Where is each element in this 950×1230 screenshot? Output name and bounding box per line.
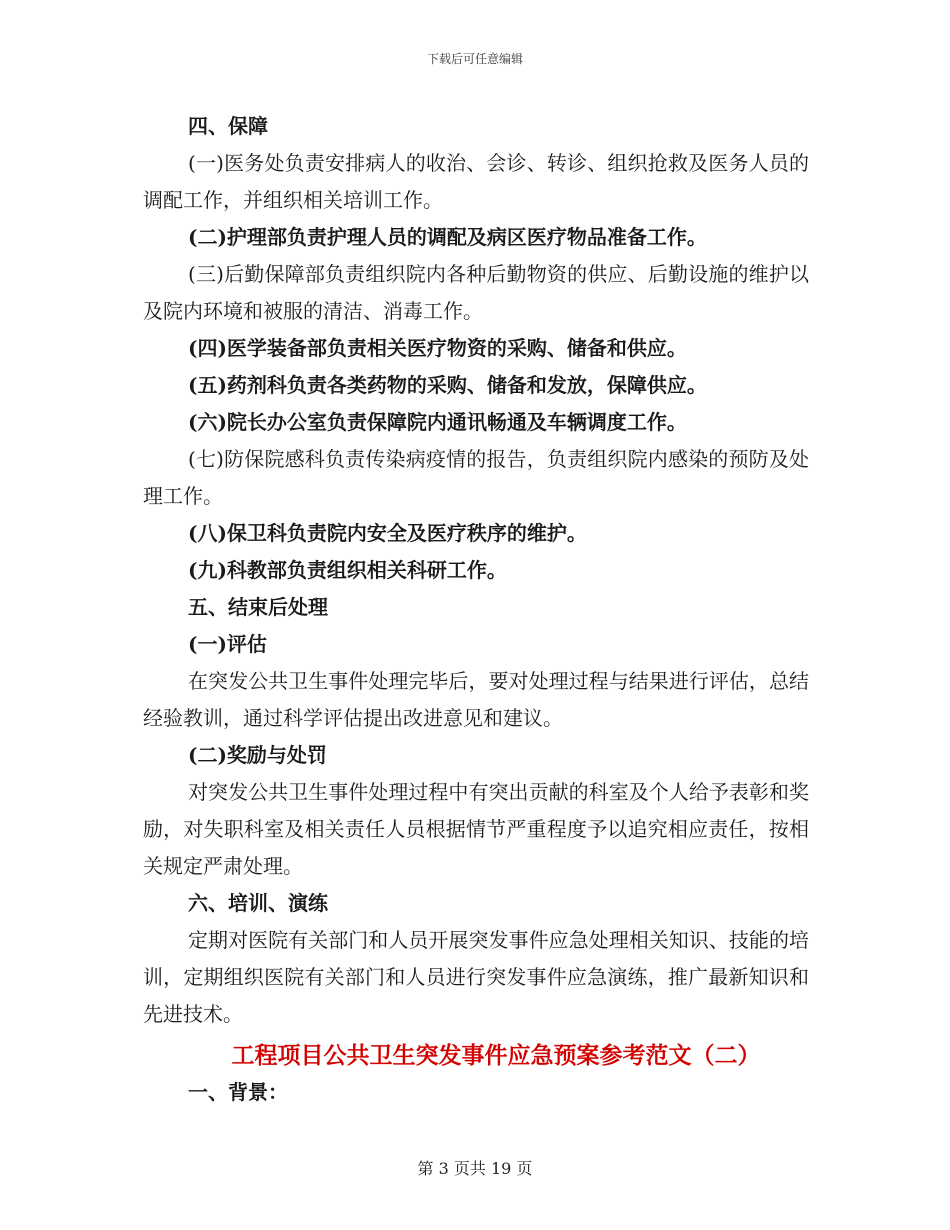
- document-body: [143, 108, 809, 1111]
- paragraph-security: (八)保卫科负责院内安全及医疗秩序的维护。: [188, 521, 587, 545]
- paragraph-research: (九)科教部负责组织相关科研工作。: [188, 558, 507, 582]
- subheading-rewards-penalties: (二)奖励与处罚: [188, 743, 327, 767]
- subheading-evaluation: (一)评估: [188, 632, 267, 656]
- section-heading-background: 一、背景：: [188, 1080, 288, 1104]
- section-heading-aftermath: 五、结束后处理: [188, 595, 328, 619]
- paragraph-infection-control: (七)防保院感科负责传染病疫情的报告，负责组织院内感染的预防及处理工作。: [143, 447, 809, 508]
- paragraph-president-office: (六)院长办公室负责保障院内通讯畅通及车辆调度工作。: [188, 410, 687, 434]
- paragraph-medical-affairs: (一)医务处负责安排病人的收治、会诊、转诊、组织抢救及医务人员的调配工作，并组织相关培训工作。: [143, 151, 809, 212]
- section-heading-guarantee: 四、保障: [188, 114, 268, 138]
- page-number: 第 3 页共 19 页: [417, 1159, 533, 1178]
- document-title: 工程项目公共卫生突发事件应急预案参考范文（二）: [231, 1042, 761, 1069]
- paragraph-nursing: (二)护理部负责护理人员的调配及病区医疗物品准备工作。: [188, 225, 707, 249]
- paragraph-equipment: (四)医学装备部负责相关医疗物资的采购、储备和供应。: [188, 336, 687, 360]
- section-heading-training: 六、培训、演练: [188, 891, 328, 915]
- paragraph-rewards-penalties: 对突发公共卫生事件处理过程中有突出贡献的科室及个人给予表彰和奖励，对失职科室及相关责任人员根据情节严重程度予以追究相应责任，按相关规定严肃处理。: [143, 780, 809, 878]
- header-note: 下载后可任意编辑: [426, 52, 523, 66]
- paragraph-logistics: (三)后勤保障部负责组织院内各种后勤物资的供应、后勤设施的维护以及院内环境和被服的清洁、消毒工作。: [143, 262, 809, 323]
- paragraph-evaluation: 在突发公共卫生事件处理完毕后，要对处理过程与结果进行评估，总结经验教训，通过科学评估提出改进意见和建议。: [143, 669, 809, 730]
- paragraph-pharmacy: (五)药剂科负责各类药物的采购、储备和发放，保障供应。: [188, 373, 707, 397]
- paragraph-training: 定期对医院有关部门和人员开展突发事件应急处理相关知识、技能的培训，定期组织医院有关部门和人员进行突发事件应急演练，推广最新知识和先进技术。: [143, 928, 809, 1026]
